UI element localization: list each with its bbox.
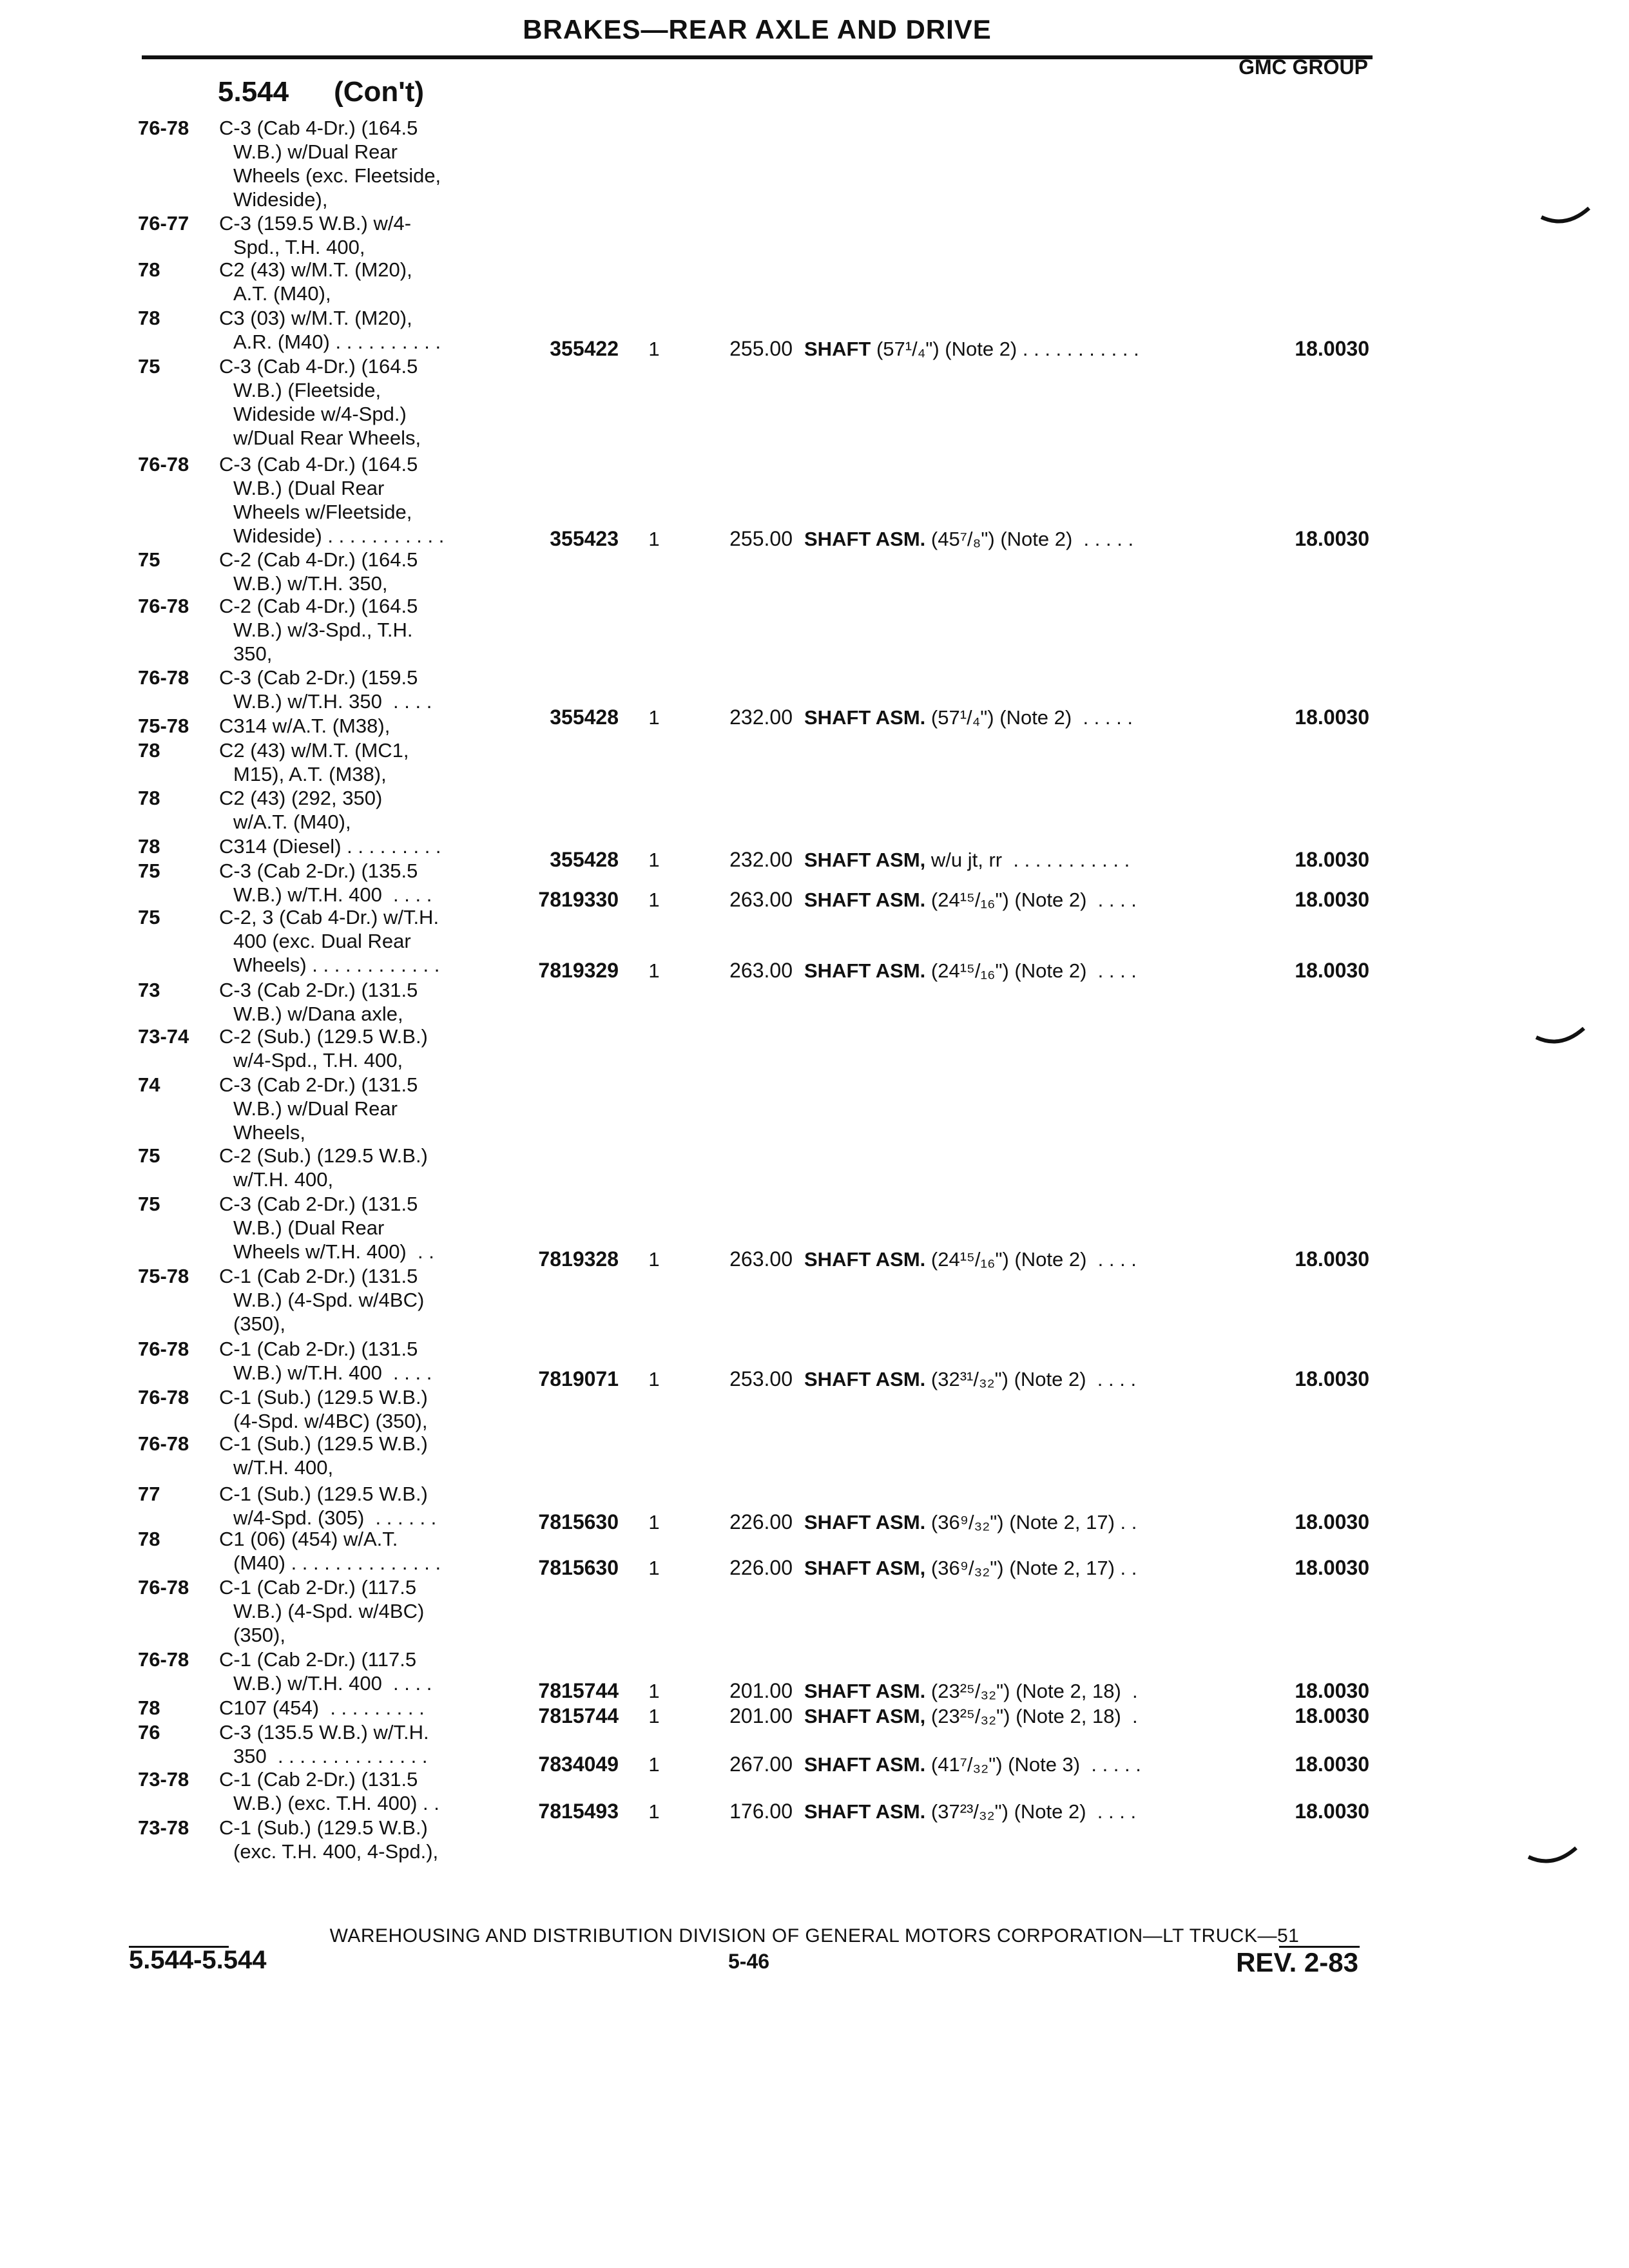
- part-name-main: SHAFT ASM.: [804, 1753, 926, 1776]
- model-years: 76-78: [138, 117, 189, 139]
- part-name-main: SHAFT ASM.: [804, 959, 926, 982]
- group-number: 18.0030: [1295, 1247, 1369, 1271]
- fitment-line: (exc. T.H. 400, 4-Spd.),: [233, 1840, 439, 1863]
- fitment-line: W.B.) w/T.H. 350,: [233, 572, 388, 595]
- fitment-line: A.R. (M40) . . . . . . . . . .: [233, 331, 441, 353]
- quantity: 1: [648, 1800, 660, 1823]
- model-years: 76: [138, 1721, 160, 1744]
- part-row: [0, 1556, 1629, 1580]
- part-name-main: SHAFT ASM.: [804, 528, 926, 550]
- fitment-line: Wheels) . . . . . . . . . . . .: [233, 954, 440, 976]
- part-number: 7815630: [538, 1510, 619, 1533]
- part-number: 7819330: [538, 888, 619, 911]
- part-number: 7815493: [538, 1800, 619, 1823]
- quantity: 1: [648, 1705, 660, 1727]
- price: 226.00: [729, 1556, 793, 1579]
- part-name-main: SHAFT ASM.: [804, 1368, 926, 1390]
- fitment-line: C314 (Diesel) . . . . . . . . .: [219, 835, 441, 858]
- part-row: [0, 706, 1629, 729]
- fitment-description: [219, 1073, 503, 1144]
- part-number: 355428: [550, 706, 619, 729]
- group-number: 18.0030: [1295, 888, 1369, 911]
- part-row: [0, 959, 1629, 983]
- fitment-line: C-3 (Cab 4-Dr.) (164.5: [219, 453, 418, 476]
- price: 232.00: [729, 848, 793, 871]
- fitment-line: w/T.H. 400,: [233, 1168, 334, 1191]
- group-number: 18.0030: [1295, 706, 1369, 729]
- model-years: 75: [138, 355, 160, 378]
- quantity: 1: [648, 889, 660, 911]
- model-years: 75: [138, 1193, 160, 1215]
- binder-mark-3: [1527, 1843, 1579, 1869]
- fitment-description: [219, 1264, 503, 1336]
- fitment-line: C-1 (Sub.) (129.5 W.B.): [219, 1432, 428, 1455]
- fitment-line: 350,: [233, 642, 273, 665]
- price: 201.00: [729, 1704, 793, 1727]
- model-years: 75: [138, 906, 160, 928]
- part-name-detail: w/u jt, rr . . . . . . . . . . .: [925, 849, 1130, 871]
- part-number: 355422: [550, 337, 619, 360]
- fitment-line: C314 w/A.T. (M38),: [219, 715, 390, 737]
- quantity: 1: [648, 338, 660, 360]
- fitment-line: Spd., T.H. 400,: [233, 236, 365, 258]
- fitment-description: [219, 1144, 503, 1191]
- fitment-line: W.B.) (4-Spd. w/4BC): [233, 1289, 425, 1311]
- price: 263.00: [729, 1247, 793, 1271]
- fitment-line: Wideside w/4-Spd.): [233, 403, 407, 425]
- section-continued: (Con't): [334, 76, 425, 108]
- fitment-line: C2 (43) w/M.T. (M20),: [219, 258, 412, 281]
- fitment-line: 350 . . . . . . . . . . . . . .: [233, 1745, 428, 1767]
- part-name: [804, 1510, 1223, 1534]
- fitment-line: w/4-Spd. (305) . . . . . .: [233, 1506, 437, 1529]
- fitment-line: W.B.) w/Dual Rear: [233, 1097, 398, 1120]
- fitment-line: Wheels,: [233, 1121, 305, 1144]
- group-number: 18.0030: [1295, 1800, 1369, 1823]
- fitment-description: [219, 548, 503, 595]
- part-name: [804, 527, 1223, 551]
- part-name-detail: (41⁷/₃₂") (Note 3) . . . . .: [925, 1753, 1141, 1776]
- fitment-line: (M40) . . . . . . . . . . . . . .: [233, 1552, 441, 1574]
- model-years: 73-78: [138, 1816, 189, 1839]
- price: 201.00: [729, 1679, 793, 1702]
- part-name-main: SHAFT: [804, 338, 871, 360]
- part-name-main: SHAFT ASM.: [804, 1511, 926, 1533]
- fitment-line: Wideside) . . . . . . . . . . .: [233, 524, 445, 547]
- model-years: 76-78: [138, 453, 189, 476]
- part-name-detail: (57¹/₄") (Note 2) . . . . .: [925, 706, 1133, 729]
- group-number: 18.0030: [1295, 1704, 1369, 1727]
- model-years: 78: [138, 307, 160, 329]
- fitment-line: W.B.) w/T.H. 400 . . . .: [233, 1672, 432, 1695]
- page-title: BRAKES—REAR AXLE AND DRIVE: [523, 14, 992, 44]
- fitment-line: C-3 (159.5 W.B.) w/4-: [219, 212, 412, 235]
- model-years: 75: [138, 548, 160, 571]
- group-number: 18.0030: [1295, 1367, 1369, 1390]
- page-header: [142, 14, 1373, 59]
- fitment-line: W.B.) w/T.H. 350 . . . .: [233, 690, 432, 713]
- model-years: 73-78: [138, 1768, 189, 1791]
- fitment-line: C1 (06) (454) w/A.T.: [219, 1528, 398, 1550]
- fitment-line: W.B.) (Dual Rear: [233, 477, 385, 499]
- fitment-line: W.B.) w/Dana axle,: [233, 1003, 403, 1025]
- fitment-line: C-1 (Cab 2-Dr.) (131.5: [219, 1265, 418, 1287]
- fitment-line: w/A.T. (M40),: [233, 811, 351, 833]
- binder-mark-2: [1535, 1023, 1586, 1049]
- part-name-detail: (37²³/₃₂") (Note 2) . . . .: [925, 1800, 1137, 1823]
- part-row: [0, 888, 1629, 912]
- price: 176.00: [729, 1800, 793, 1823]
- fitment-line: C-3 (Cab 2-Dr.) (131.5: [219, 979, 418, 1001]
- fitment-line: C-1 (Sub.) (129.5 W.B.): [219, 1816, 428, 1839]
- fitment-description: [219, 1432, 503, 1479]
- fitment-line: C-3 (Cab 2-Dr.) (131.5: [219, 1073, 418, 1096]
- model-years: 75: [138, 1144, 160, 1167]
- part-name: [804, 848, 1223, 872]
- part-row: [0, 1510, 1629, 1534]
- part-number: 7815744: [538, 1704, 619, 1727]
- fitment-line: C-2 (Sub.) (129.5 W.B.): [219, 1025, 428, 1048]
- footer-page-range: 5.544-5.544: [129, 1946, 267, 1974]
- part-name-detail: (23²⁵/₃₂") (Note 2, 18) .: [925, 1705, 1138, 1727]
- quantity: 1: [648, 1248, 660, 1271]
- part-number: 7834049: [538, 1753, 619, 1776]
- fitment-line: w/T.H. 400,: [233, 1456, 334, 1479]
- part-name-detail: (36⁹/₃₂") (Note 2, 17) . .: [925, 1511, 1137, 1533]
- fitment-line: C-1 (Cab 2-Dr.) (117.5: [219, 1576, 417, 1599]
- footer-text: WAREHOUSING AND DISTRIBUTION DIVISION OF GENERAL MOTORS CORPORATION—LT TRUCK—51: [329, 1925, 1300, 1946]
- model-years: 78: [138, 258, 160, 281]
- fitment-line: C-1 (Cab 2-Dr.) (131.5: [219, 1768, 418, 1791]
- group-number: 18.0030: [1295, 1679, 1369, 1702]
- model-years: 76-78: [138, 1386, 189, 1408]
- fitment-line: C-2 (Cab 4-Dr.) (164.5: [219, 548, 418, 571]
- part-name: [804, 1247, 1223, 1271]
- part-name: [804, 1800, 1223, 1823]
- price: 232.00: [729, 706, 793, 729]
- fitment-description: [219, 1575, 503, 1647]
- fitment-line: (350),: [233, 1312, 285, 1335]
- model-years: 75-78: [138, 1265, 189, 1287]
- quantity: 1: [648, 1557, 660, 1579]
- part-name-main: SHAFT ASM.: [804, 706, 926, 729]
- quantity: 1: [648, 959, 660, 982]
- fitment-line: Wheels w/Fleetside,: [233, 501, 412, 523]
- part-name: [804, 706, 1223, 729]
- part-name: [804, 1556, 1223, 1580]
- part-name-detail: (24¹⁵/₁₆") (Note 2) . . . .: [925, 889, 1137, 911]
- fitment-line: C-1 (Sub.) (129.5 W.B.): [219, 1483, 428, 1505]
- fitment-line: C-1 (Sub.) (129.5 W.B.): [219, 1386, 428, 1408]
- part-name: [804, 1367, 1223, 1391]
- model-years: 78: [138, 1696, 160, 1719]
- fitment-description: [219, 211, 503, 259]
- part-number: 7815630: [538, 1556, 619, 1579]
- model-years: 76-78: [138, 1576, 189, 1599]
- part-name: [804, 1679, 1223, 1703]
- fitment-line: W.B.) (Dual Rear: [233, 1216, 385, 1239]
- fitment-line: W.B.) (4-Spd. w/4BC): [233, 1600, 425, 1622]
- group-number: 18.0030: [1295, 1510, 1369, 1533]
- fitment-line: w/4-Spd., T.H. 400,: [233, 1049, 403, 1072]
- section-heading: [218, 76, 424, 108]
- part-row: [0, 1704, 1629, 1728]
- fitment-line: C-3 (Cab 4-Dr.) (164.5: [219, 117, 418, 139]
- quantity: 1: [648, 528, 660, 550]
- binder-mark-1: [1540, 203, 1592, 229]
- fitment-line: M15), A.T. (M38),: [233, 763, 387, 785]
- fitment-line: (4-Spd. w/4BC) (350),: [233, 1410, 428, 1432]
- part-number: 7819329: [538, 959, 619, 982]
- model-years: 76-78: [138, 1648, 189, 1671]
- part-name-main: SHAFT ASM,: [804, 849, 926, 871]
- part-number: 355423: [550, 527, 619, 550]
- part-row: [0, 1679, 1629, 1703]
- part-number: 7815744: [538, 1679, 619, 1702]
- part-name-main: SHAFT ASM.: [804, 1248, 926, 1271]
- model-years: 78: [138, 739, 160, 762]
- part-row: [0, 1800, 1629, 1823]
- group-number: 18.0030: [1295, 848, 1369, 871]
- price: 263.00: [729, 959, 793, 982]
- part-row: [0, 1367, 1629, 1391]
- price: 255.00: [729, 337, 793, 360]
- price: 263.00: [729, 888, 793, 911]
- model-years: 76-78: [138, 1432, 189, 1455]
- fitment-description: [219, 258, 503, 305]
- part-name-detail: (57¹/₄") (Note 2) . . . . . . . . . . .: [871, 338, 1139, 360]
- fitment-description: [219, 1024, 503, 1072]
- part-name-detail: (24¹⁵/₁₆") (Note 2) . . . .: [925, 1248, 1137, 1271]
- model-years: 77: [138, 1483, 160, 1505]
- fitment-description: [219, 594, 503, 666]
- model-years: 73: [138, 979, 160, 1001]
- fitment-line: C-3 (Cab 4-Dr.) (164.5: [219, 355, 418, 378]
- part-row: [0, 848, 1629, 872]
- part-row: [0, 1753, 1629, 1776]
- model-years: 75: [138, 860, 160, 882]
- fitment-line: Wideside),: [233, 188, 328, 211]
- fitment-description: [219, 354, 503, 450]
- part-name-main: SHAFT ASM,: [804, 1557, 926, 1579]
- fitment-line: 400 (exc. Dual Rear: [233, 930, 411, 952]
- fitment-line: C-1 (Cab 2-Dr.) (117.5: [219, 1648, 417, 1671]
- fitment-line: C-2, 3 (Cab 4-Dr.) w/T.H.: [219, 906, 439, 928]
- part-name: [804, 1753, 1223, 1776]
- fitment-line: C-3 (135.5 W.B.) w/T.H.: [219, 1721, 429, 1744]
- fitment-description: [219, 978, 503, 1026]
- model-years: 78: [138, 1528, 160, 1550]
- part-name-main: SHAFT ASM.: [804, 889, 926, 911]
- quantity: 1: [648, 849, 660, 871]
- fitment-line: C2 (43) (292, 350): [219, 787, 383, 809]
- model-years: 76-78: [138, 595, 189, 617]
- group-label: GMC GROUP: [1239, 55, 1368, 79]
- fitment-line: W.B.) w/T.H. 400 . . . .: [233, 883, 432, 906]
- price: 255.00: [729, 527, 793, 550]
- model-years: 76-78: [138, 1338, 189, 1360]
- part-row: [0, 1247, 1629, 1271]
- part-name-main: SHAFT ASM.: [804, 1680, 926, 1702]
- fitment-line: W.B.) w/T.H. 400 . . . .: [233, 1361, 432, 1384]
- group-number: 18.0030: [1295, 1753, 1369, 1776]
- footer-revision: REV. 2-83: [1236, 1947, 1358, 1977]
- fitment-line: C-3 (Cab 2-Dr.) (135.5: [219, 860, 418, 882]
- fitment-line: W.B.) w/Dual Rear: [233, 140, 398, 163]
- quantity: 1: [648, 706, 660, 729]
- fitment-description: [219, 1385, 503, 1433]
- part-number: 355428: [550, 848, 619, 871]
- section-number: 5.544: [218, 76, 289, 108]
- fitment-line: Wheels (exc. Fleetside,: [233, 164, 441, 187]
- quantity: 1: [648, 1753, 660, 1776]
- fitment-line: w/Dual Rear Wheels,: [233, 427, 421, 449]
- fitment-line: C-2 (Cab 4-Dr.) (164.5: [219, 595, 418, 617]
- fitment-line: W.B.) w/3-Spd., T.H.: [233, 619, 413, 641]
- price: 253.00: [729, 1367, 793, 1390]
- part-number: 7819071: [538, 1367, 619, 1390]
- part-name-detail: (36⁹/₃₂") (Note 2, 17) . .: [925, 1557, 1137, 1579]
- quantity: 1: [648, 1368, 660, 1390]
- group-number: 18.0030: [1295, 959, 1369, 982]
- fitment-line: W.B.) (exc. T.H. 400) . .: [233, 1792, 439, 1814]
- fitment-line: C3 (03) w/M.T. (M20),: [219, 307, 412, 329]
- fitment-line: C-2 (Sub.) (129.5 W.B.): [219, 1144, 428, 1167]
- part-row: [0, 527, 1629, 551]
- part-name-detail: (23²⁵/₃₂") (Note 2, 18) .: [925, 1680, 1138, 1702]
- quantity: 1: [648, 1680, 660, 1702]
- price: 226.00: [729, 1510, 793, 1533]
- fitment-line: Wheels w/T.H. 400) . .: [233, 1240, 434, 1263]
- group-number: 18.0030: [1295, 1556, 1369, 1579]
- fitment-description: [219, 786, 503, 834]
- part-row: [0, 337, 1629, 361]
- model-years: 78: [138, 787, 160, 809]
- part-name: [804, 888, 1223, 912]
- fitment-description: [219, 738, 503, 786]
- model-years: 76-77: [138, 212, 189, 235]
- model-years: 74: [138, 1073, 160, 1096]
- part-name: [804, 1704, 1223, 1728]
- footer-page-number: 5-46: [728, 1950, 770, 1973]
- model-years: 75-78: [138, 715, 189, 737]
- group-number: 18.0030: [1295, 337, 1369, 360]
- model-years: 76-78: [138, 666, 189, 689]
- fitment-line: A.T. (M40),: [233, 282, 331, 305]
- fitment-line: C2 (43) w/M.T. (MC1,: [219, 739, 409, 762]
- part-number: 7819328: [538, 1247, 619, 1271]
- fitment-line: C-3 (Cab 2-Dr.) (131.5: [219, 1193, 418, 1215]
- part-name: [804, 337, 1223, 361]
- part-name: [804, 959, 1223, 983]
- price: 267.00: [729, 1753, 793, 1776]
- part-name-detail: (32³¹/₃₂") (Note 2) . . . .: [925, 1368, 1137, 1390]
- fitment-description: [219, 116, 503, 211]
- fitment-line: C107 (454) . . . . . . . . .: [219, 1696, 425, 1719]
- part-name-detail: (45⁷/₈") (Note 2) . . . . .: [925, 528, 1134, 550]
- part-name-detail: (24¹⁵/₁₆") (Note 2) . . . .: [925, 959, 1137, 982]
- part-name-main: SHAFT ASM.: [804, 1800, 926, 1823]
- model-years: 73-74: [138, 1025, 189, 1048]
- fitment-line: (350),: [233, 1624, 285, 1646]
- fitment-line: W.B.) (Fleetside,: [233, 379, 381, 401]
- quantity: 1: [648, 1511, 660, 1533]
- fitment-line: C-3 (Cab 2-Dr.) (159.5: [219, 666, 418, 689]
- fitment-line: C-1 (Cab 2-Dr.) (131.5: [219, 1338, 418, 1360]
- part-name-main: SHAFT ASM,: [804, 1705, 926, 1727]
- model-years: 78: [138, 835, 160, 858]
- group-number: 18.0030: [1295, 527, 1369, 550]
